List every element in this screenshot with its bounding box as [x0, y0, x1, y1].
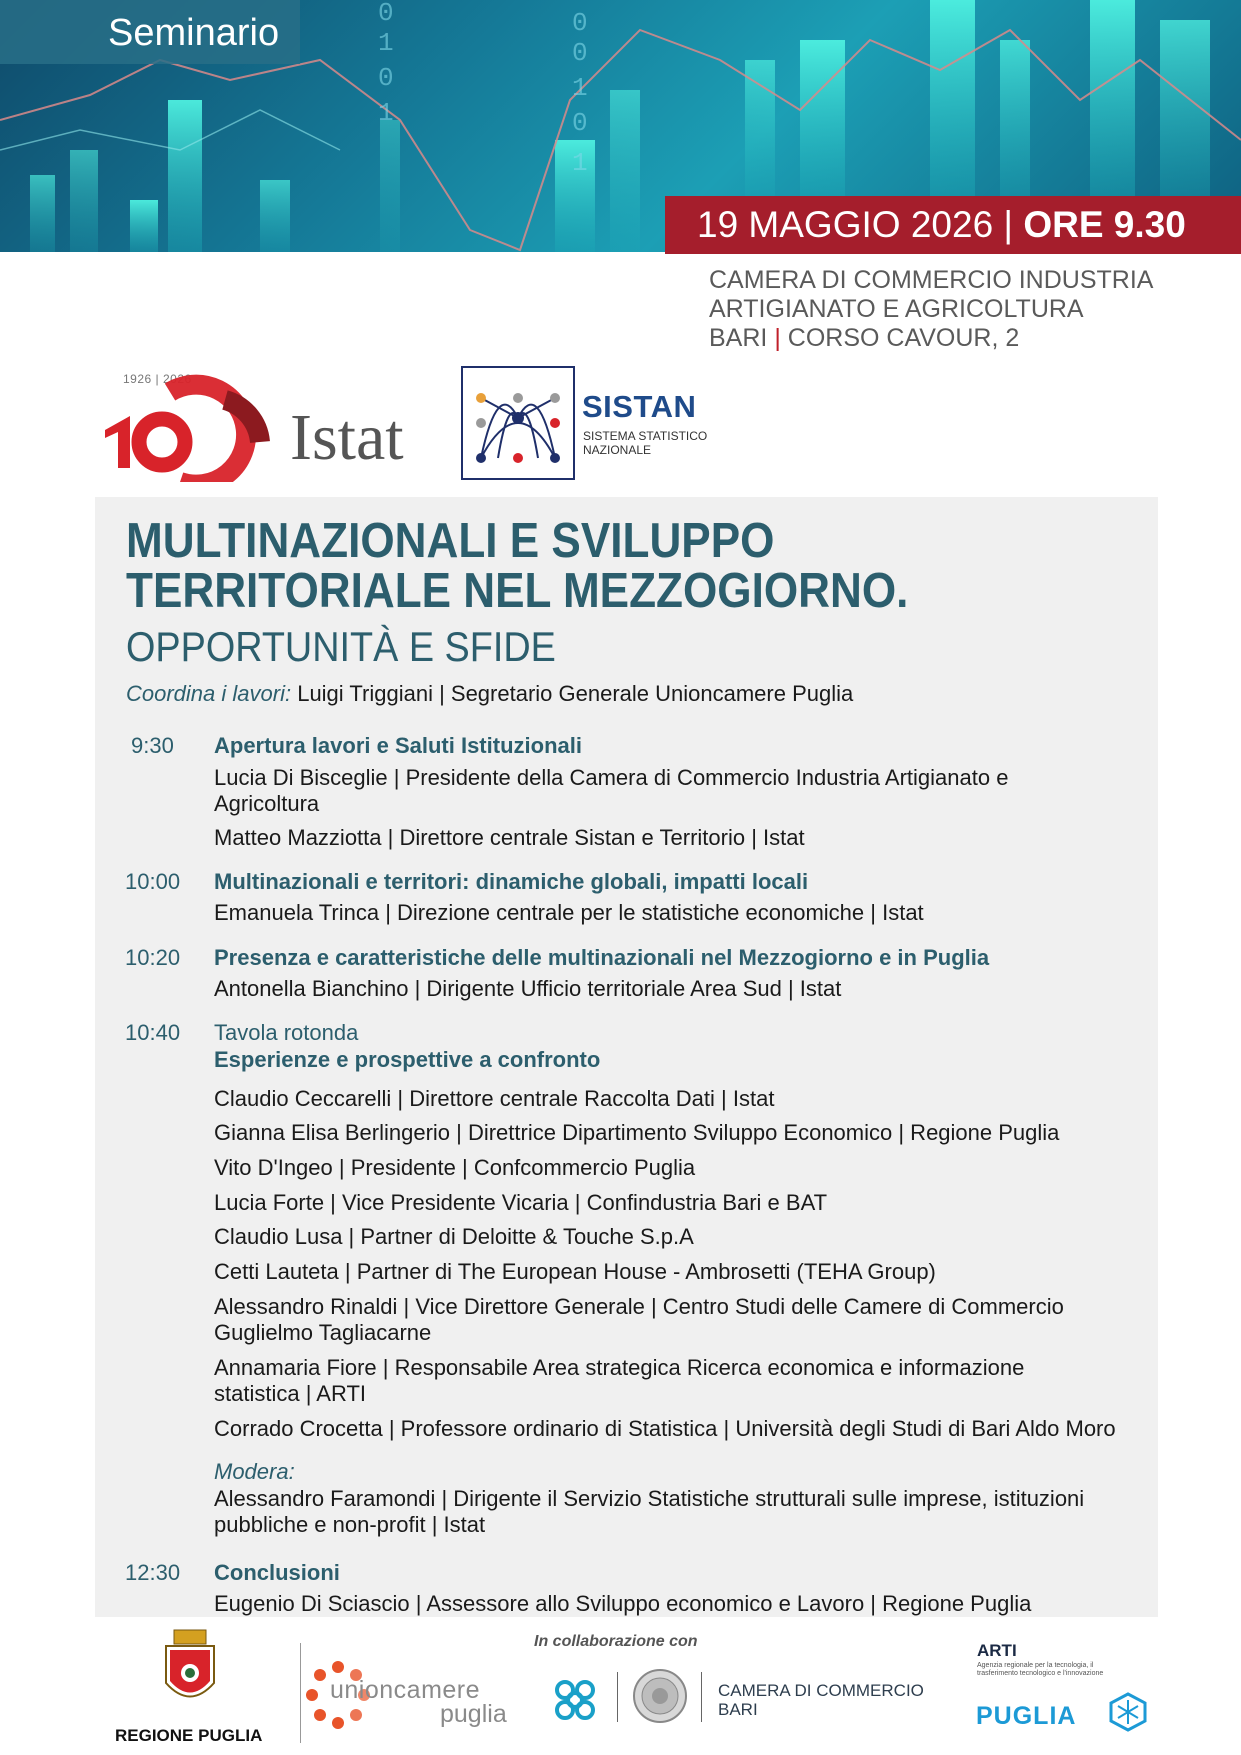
svg-text:1: 1: [572, 148, 588, 178]
arti-logo-text: ARTI: [977, 1641, 1017, 1660]
sistan-network-icon: [463, 368, 573, 478]
camera-commercio-line-2: BARI: [718, 1700, 758, 1719]
speaker: Claudio Lusa | Partner di Deloitte & Touche S.p.A: [214, 1224, 694, 1249]
venue-line-1: CAMERA DI COMMERCIO INDUSTRIA: [709, 266, 1154, 294]
camera-commercio-bari-text: [718, 1681, 924, 1719]
speaker: Antonella Bianchino | Dirigente Ufficio territoriale Area Sud | Istat: [214, 976, 842, 1001]
sistan-logo-text: SISTAN: [582, 389, 697, 424]
session-title-prefix: Tavola rotonda: [214, 1020, 359, 1045]
venue-separator: |: [774, 324, 781, 352]
istat-100-logo: [100, 372, 275, 482]
speaker: Lucia Di Bisceglie | Presidente della Camera di Commercio Industria Artigianato e Agricoltura: [214, 765, 1009, 816]
regione-puglia-crest-icon: [160, 1628, 220, 1713]
footer-divider: [617, 1672, 618, 1722]
session-time: 10:20: [125, 945, 181, 970]
session-title: Conclusioni: [214, 1560, 340, 1585]
speaker: Claudio Ceccarelli | Direttore centrale Raccolta Dati | Istat: [214, 1086, 775, 1111]
event-date: 19 MAGGIO 2026 |: [697, 204, 1014, 245]
speaker: Gianna Elisa Berlingerio | Direttrice Dipartimento Sviluppo Economico | Regione Puglia: [214, 1120, 1060, 1145]
coordinator: [126, 681, 853, 707]
speaker: Matteo Mazziotta | Direttore centrale Sistan e Territorio | Istat: [214, 825, 805, 850]
venue-address: [709, 266, 1153, 353]
camera-commercio-line-1: CAMERA DI COMMERCIO: [718, 1681, 924, 1700]
svg-text:1: 1: [572, 73, 588, 103]
sistan-subtitle-line-2: NAZIONALE: [583, 443, 652, 457]
session-title: Esperienze e prospettive a confronto: [214, 1047, 601, 1072]
svg-text:0: 0: [378, 0, 394, 28]
camera-commercio-seal-icon: [632, 1668, 688, 1724]
svg-text:1: 1: [378, 28, 394, 58]
speaker: Lucia Forte | Vice Presidente Vicaria | Confindustria Bari e BAT: [214, 1190, 828, 1215]
unioncamere-region-text: puglia: [440, 1700, 507, 1728]
event-date-time: [697, 204, 1186, 246]
event-subtitle: OPPORTUNITÀ E SFIDE: [126, 623, 556, 670]
arti-subtitle: Agenzia regionale per la tecnologia, il trasferimento tecnologico e l'innovazione: [977, 1662, 1104, 1677]
session-time: 9:30: [131, 733, 174, 758]
coordinator-name: Luigi Triggiani | Segretario Generale Unioncamere Puglia: [297, 681, 854, 706]
venue-street: CORSO CAVOUR, 2: [787, 324, 1020, 352]
speaker: Eugenio Di Sciascio | Assessore allo Sviluppo economico e Lavoro | Regione Puglia: [214, 1591, 1032, 1616]
sistan-subtitle-line-1: SISTEMA STATISTICO: [583, 429, 708, 443]
speaker: Corrado Crocetta | Professore ordinario di Statistica | Università degli Studi di Bari Aldo Moro: [214, 1416, 1116, 1441]
moderator-label: Modera:: [214, 1459, 295, 1484]
svg-text:0: 0: [572, 108, 588, 138]
session-time: 10:00: [125, 869, 181, 894]
venue-line-2: ARTIGIANATO E AGRICOLTURA: [709, 295, 1084, 323]
speaker: Cetti Lauteta | Partner di The European House - Ambrosetti (TEHA Group): [214, 1259, 936, 1284]
svg-text:0: 0: [572, 38, 588, 68]
venue-city: BARI: [709, 324, 768, 352]
event-time: ORE 9.30: [1023, 204, 1186, 245]
speaker: Annamaria Fiore | Responsabile Area strategica Ricerca economica e informazione statistica | ARTI: [214, 1355, 1025, 1406]
svg-text:0: 0: [378, 63, 394, 93]
istat-logo-text: Istat: [290, 401, 404, 474]
istat-years: 1926 | 2026: [123, 372, 192, 386]
session-time: 12:30: [125, 1560, 181, 1585]
session-time: 10:40: [125, 1020, 181, 1045]
speaker: Emanuela Trinca | Direzione centrale per le statistiche economiche | Istat: [214, 900, 924, 925]
collaboration-label: In collaborazione con: [534, 1633, 698, 1650]
arti-puglia-text: PUGLIA: [976, 1702, 1077, 1730]
footer-divider: [701, 1672, 702, 1722]
event-title-line-2: TERRITORIALE NEL MEZZOGIORNO.: [126, 564, 909, 618]
speaker: Alessandro Rinaldi | Vice Direttore Generale | Centro Studi delle Camere di Commercio Guglielmo Tagliacarne: [214, 1294, 1064, 1345]
regione-puglia-label: REGIONE PUGLIA: [115, 1726, 263, 1745]
event-title-line-1: MULTINAZIONALI E SVILUPPO: [126, 514, 775, 568]
svg-text:0: 0: [572, 8, 588, 38]
sistan-subtitle: [583, 429, 707, 457]
coordinator-label: Coordina i lavori:: [126, 681, 292, 706]
moderator: Alessandro Faramondi | Dirigente il Servizio Statistiche strutturali sulle imprese, istituzioni pubbliche e non-profit | Istat: [214, 1486, 1085, 1537]
sistan-logo-mark: [461, 366, 575, 480]
session-title: Apertura lavori e Saluti Istituzionali: [214, 733, 582, 758]
camera-commercio-knot-icon: [545, 1670, 605, 1730]
arti-hexagon-icon: [1108, 1692, 1148, 1732]
session-title: Multinazionali e territori: dinamiche globali, impatti locali: [214, 869, 809, 894]
session-title: Presenza e caratteristiche delle multinazionali nel Mezzogiorno e in Puglia: [214, 945, 990, 970]
speaker: Vito D'Ingeo | Presidente | Confcommercio Puglia: [214, 1155, 696, 1180]
seminar-label: Seminario: [108, 12, 280, 54]
venue-line-3: [709, 324, 1153, 353]
unioncamere-logo-text: unioncamere: [330, 1676, 481, 1704]
svg-text:1: 1: [378, 98, 394, 128]
